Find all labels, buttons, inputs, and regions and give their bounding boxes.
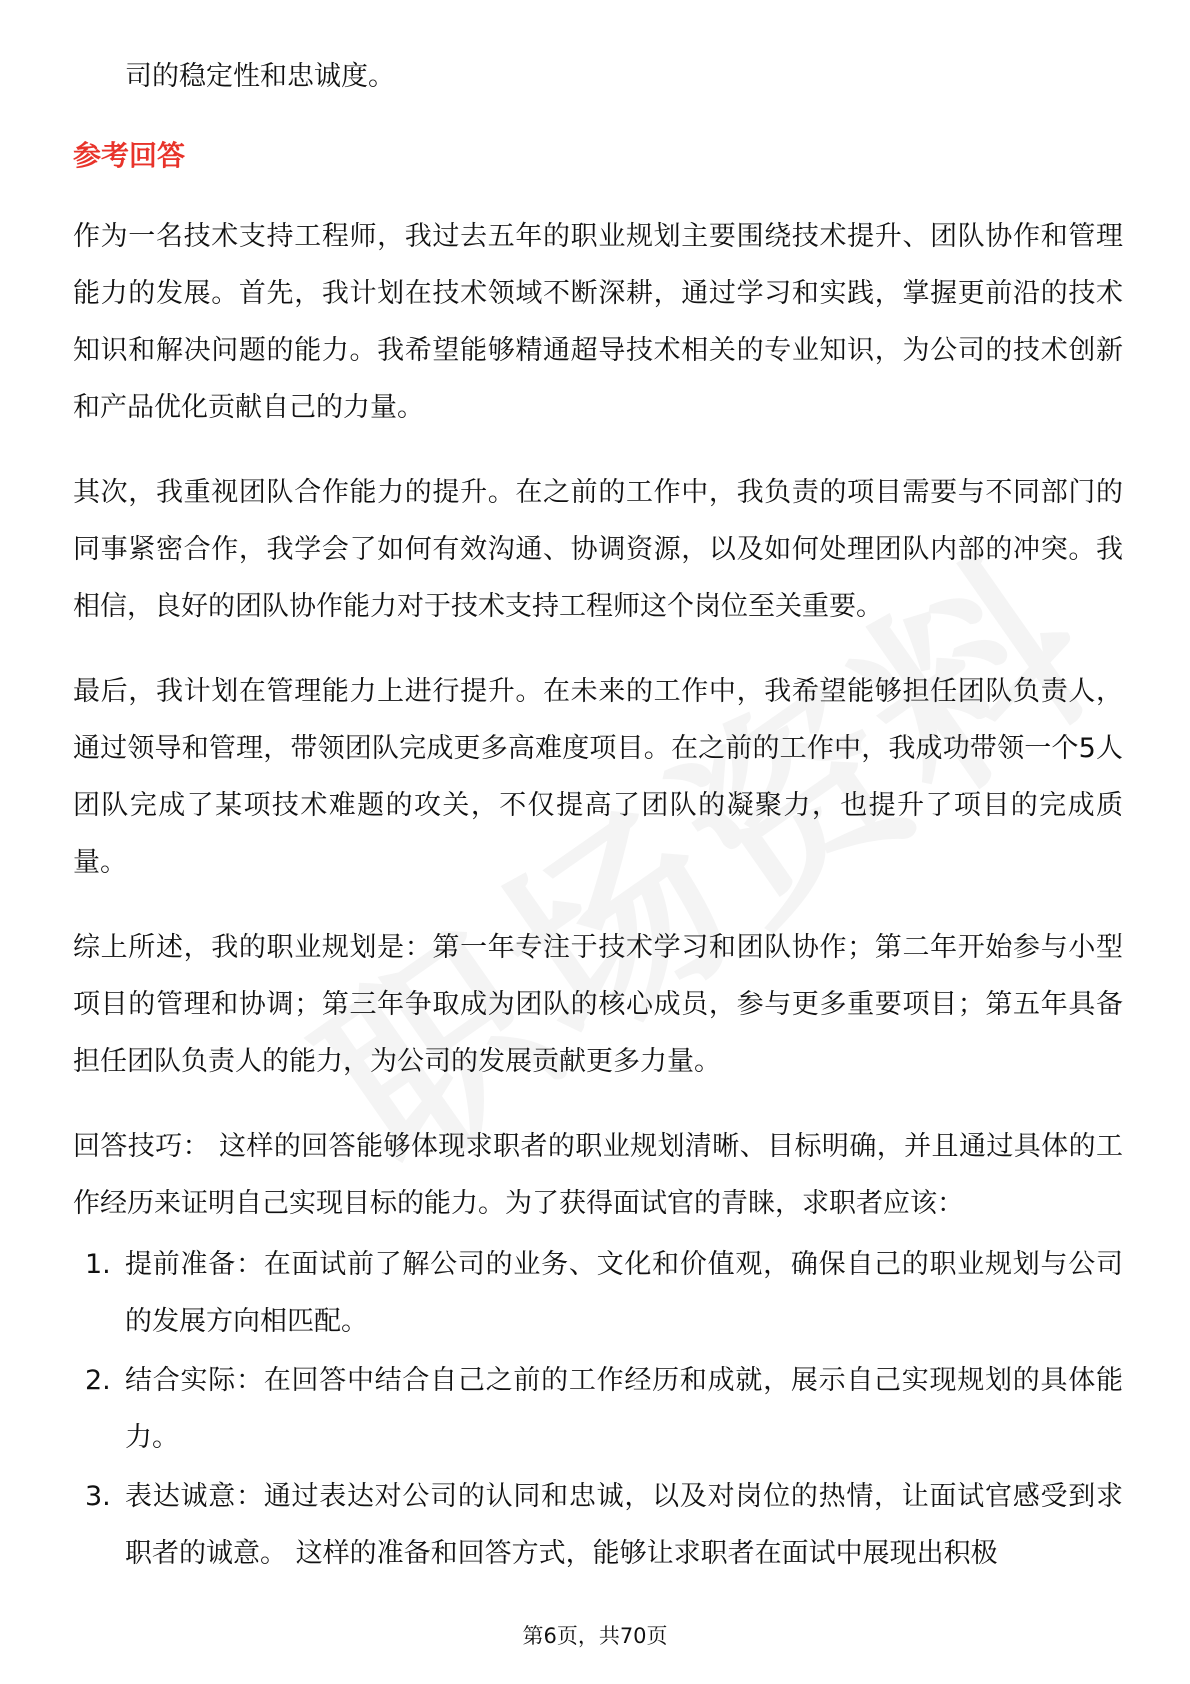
section-heading: 参考回答 xyxy=(73,139,186,172)
tips-list-item xyxy=(73,1236,1123,1350)
tips-list-item xyxy=(73,1352,1123,1466)
answer-paragraph-2: 其次，我重视团队合作能力的提升。在之前的工作中，我负责的项目需要与不同部门的同事紧密合作，我学会了如何有效沟通、协调资源，以及如何处理团队内部的冲突。我相信，良好的团队协作能力对于技术支持工程师这个岗位至关重要。 xyxy=(73,477,1123,622)
tips-item-number: 2. xyxy=(85,1365,111,1396)
tips-item-text: 提前准备：在面试前了解公司的业务、文化和价值观，确保自己的职业规划与公司的发展方向相匹配。 xyxy=(125,1249,1123,1337)
tips-item-text: 结合实际：在回答中结合自己之前的工作经历和成就，展示自己实现规划的具体能力。 xyxy=(125,1365,1123,1453)
intro-continuation: 司的稳定性和忠诚度。 xyxy=(125,61,395,92)
tips-item-number: 3. xyxy=(85,1481,111,1512)
answer-paragraph-1: 作为一名技术支持工程师，我过去五年的职业规划主要围绕技术提升、团队协作和管理能力的发展。首先，我计划在技术领域不断深耕，通过学习和实践，掌握更前沿的技术知识和解决问题的能力。我希望能够精通超导技术相关的专业知识，为公司的技术创新和产品优化贡献自己的力量。 xyxy=(73,221,1123,423)
tips-item-text: 表达诚意：通过表达对公司的认同和忠诚，以及对岗位的热情，让面试官感受到求职者的诚意。 这样的准备和回答方式，能够让求职者在面试中展现出积极 xyxy=(125,1481,1123,1569)
page-footer: 第6页，共70页 xyxy=(522,1624,668,1648)
tips-item-number: 1. xyxy=(85,1249,111,1280)
answer-paragraph-3: 最后，我计划在管理能力上进行提升。在未来的工作中，我希望能够担任团队负责人，通过领导和管理，带领团队完成更多高难度项目。在之前的工作中，我成功带领一个5人团队完成了某项技术难题的攻关，不仅提高了团队的凝聚力，也提升了项目的完成质量。 xyxy=(73,676,1123,878)
tips-list-item xyxy=(73,1468,1123,1582)
page-content xyxy=(73,48,1123,1584)
tips-list xyxy=(73,1236,1123,1582)
answer-tips-intro: 回答技巧： 这样的回答能够体现求职者的职业规划清晰、目标明确，并且通过具体的工作经历来证明自己实现目标的能力。为了获得面试官的青睐，求职者应该： xyxy=(73,1131,1123,1219)
answer-paragraph-4: 综上所述，我的职业规划是：第一年专注于技术学习和团队协作；第二年开始参与小型项目的管理和协调；第三年争取成为团队的核心成员，参与更多重要项目；第五年具备担任团队负责人的能力，为公司的发展贡献更多力量。 xyxy=(73,932,1123,1077)
